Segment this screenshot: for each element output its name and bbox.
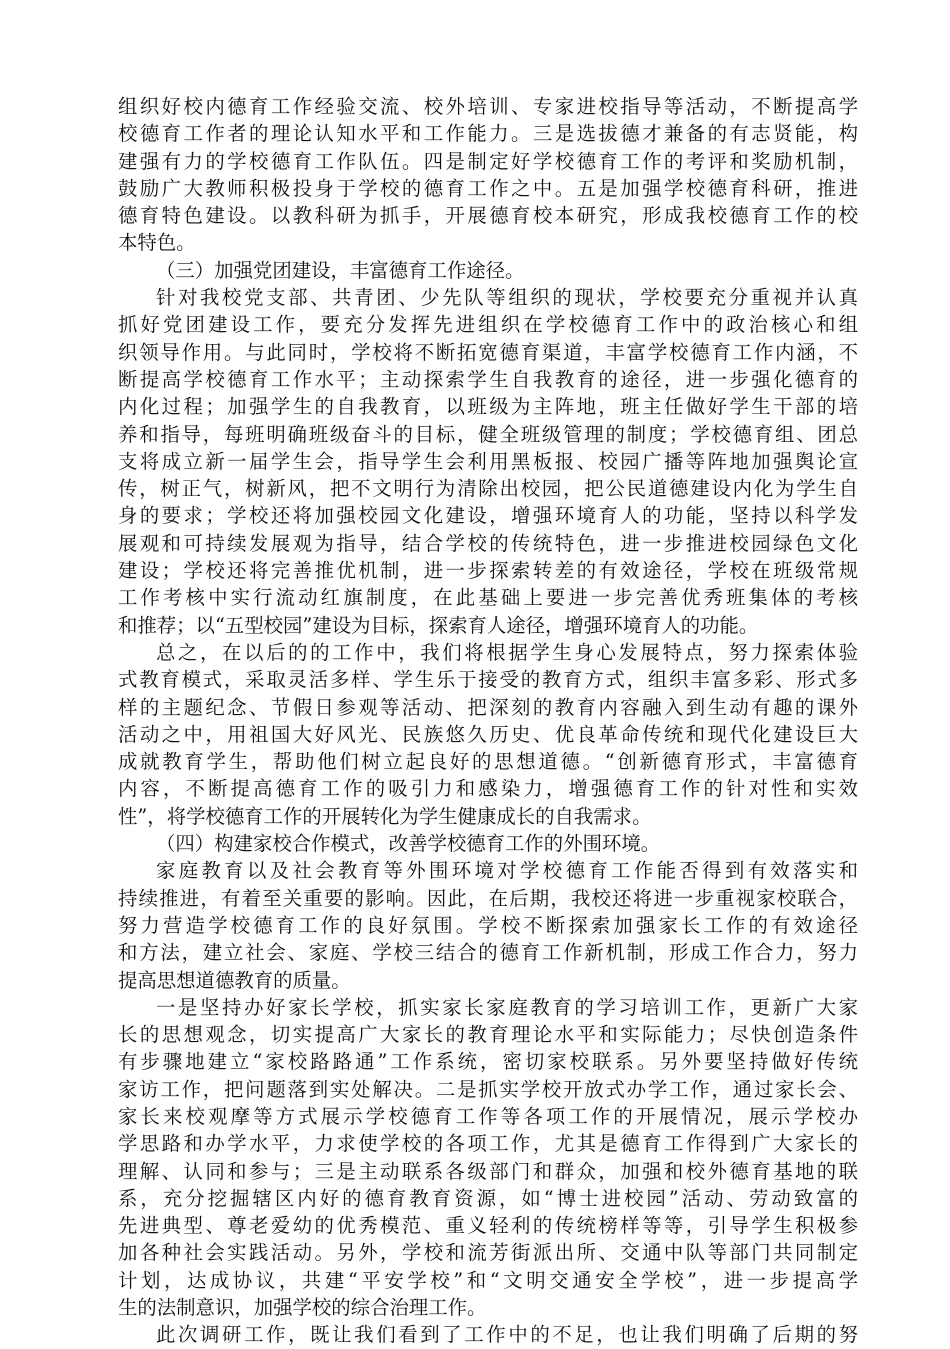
text-line: 总之，在以后的的工作中，我们将根据学生身心发展特点，努力探索体验 (156, 640, 858, 664)
text-line: 学思路和办学水平，力求使学校的各项工作，尤其是德育工作得到广大家长的 (118, 1132, 858, 1156)
text-line: 鼓励广大教师积极投身于学校的德育工作之中。五是加强学校德育科研，推进 (118, 176, 858, 200)
text-line: 本特色。 (118, 231, 196, 255)
text-line: 活动之中，用祖国大好风光、民族悠久历史、优良革命传统和现代化建设巨大 (118, 722, 858, 746)
document-body (118, 93, 858, 1349)
text-line: 针对我校党支部、共青团、少先队等组织的现状，学校要充分重视并认真 (156, 286, 858, 310)
text-line: 内化过程；加强学生的自我教育，以班级为主阵地，班主任做好学生干部的培 (118, 395, 858, 419)
text-line: 支将成立新一届学生会，指导学生会利用黑板报、校园广播等阵地加强舆论宣 (118, 449, 858, 473)
text-line: 计划，达成协议，共建“平安学校”和“文明交通安全学校”，进一步提高学 (118, 1268, 858, 1292)
text-line: 理解、认同和参与；三是主动联系各级部门和群众，加强和校外德育基地的联 (118, 1159, 858, 1183)
text-line: 组织好校内德育工作经验交流、校外培训、专家进校指导等活动，不断提高学 (118, 95, 858, 118)
text-line: 织领导作用。与此同时，学校将不断拓宽德育渠道，丰富学校德育工作内涵，不 (118, 340, 858, 364)
text-line: 式教育模式，采取灵活多样、学生乐于接受的教育方式，组织丰富多彩、形式多 (118, 668, 858, 692)
text-line: 和推荐；以“五型校园”建设为目标，探索育人途径，增强环境育人的功能。 (118, 613, 759, 637)
text-line: 长的思想观念，切实提高广大家长的教育理论水平和实际能力；尽快创造条件 (118, 1023, 858, 1047)
text-line: 内容，不断提高德育工作的吸引力和感染力，增强德育工作的针对性和实效 (118, 777, 858, 801)
text-line: 建强有力的学校德育工作队伍。四是制定好学校德育工作的考评和奖励机制， (118, 149, 858, 173)
text-line: 养和指导，每班明确班级奋斗的目标，健全班级管理的制度；学校德育组、团总 (118, 422, 858, 446)
text-line: 系，充分挖掘辖区内好的德育教育资源，如“博士进校园”活动、劳动致富的 (118, 1186, 858, 1210)
text-line: 断提高学校德育工作水平；主动探索学生自我教育的途径，进一步强化德育的 (118, 367, 858, 391)
text-line: 和方法，建立社会、家庭、学校三结合的德育工作新机制，形成工作合力，努力 (118, 941, 858, 965)
text-line: 努力营造学校德育工作的良好氛围。学校不断探索加强家长工作的有效途径 (118, 913, 858, 937)
text-line: 提高思想道德教育的质量。 (118, 968, 351, 992)
text-line: （三）加强党团建设，丰富德育工作途径。 (156, 258, 525, 282)
text-line: 校德育工作者的理论认知水平和工作能力。三是选拔德才兼备的有志贤能，构 (118, 122, 858, 146)
text-line: 持续推进，有着至关重要的影响。因此，在后期，我校还将进一步重视家校联合， (118, 886, 858, 910)
text-line: 加各种社会实践活动。另外，学校和流芳街派出所、交通中队等部门共同制定 (118, 1241, 858, 1265)
text-line: 此次调研工作，既让我们看到了工作中的不足，也让我们明确了后期的努 (156, 1323, 858, 1347)
text-line: 一是坚持办好家长学校，抓实家长家庭教育的学习培训工作，更新广大家 (156, 995, 858, 1019)
text-line: （四）构建家校合作模式，改善学校德育工作的外围环境。 (156, 832, 661, 856)
text-line: 家访工作，把问题落到实处解决。二是抓实学校开放式办学工作，通过家长会、 (118, 1077, 858, 1101)
text-line: 性”，将学校德育工作的开展转化为学生健康成长的自我需求。 (118, 804, 652, 828)
text-line: 建设；学校还将完善推优机制，进一步探索转差的有效途径，学校在班级常规 (118, 559, 858, 583)
text-line: 工作考核中实行流动红旗制度，在此基础上要进一步完善优秀班集体的考核 (118, 586, 858, 610)
text-line: 家庭教育以及社会教育等外围环境对学校德育工作能否得到有效落实和 (156, 859, 858, 883)
text-line: 身的要求；学校还将加强校园文化建设，增强环境育人的功能，坚持以科学发 (118, 504, 858, 528)
text-line: 成就教育学生，帮助他们树立起良好的思想道德。“创新德育形式，丰富德育 (118, 750, 858, 774)
text-line: 抓好党团建设工作，要充分发挥先进组织在学校德育工作中的政治核心和组 (118, 313, 858, 337)
text-line: 先进典型、尊老爱幼的优秀模范、重义轻利的传统榜样等等，引导学生积极参 (118, 1214, 858, 1238)
text-line: 展观和可持续发展观为指导，结合学校的传统特色，进一步推进校园绿色文化 (118, 531, 858, 555)
text-line: 家长来校观摩等方式展示学校德育工作等各项工作的开展情况，展示学校办 (118, 1104, 858, 1128)
text-line: 生的法制意识，加强学校的综合治理工作。 (118, 1296, 487, 1320)
text-line: 德育特色建设。以教科研为抓手，开展德育校本研究，形成我校德育工作的校 (118, 204, 858, 228)
text-line: 样的主题纪念、节假日参观等活动、把深刻的教育内容融入到生动有趣的课外 (118, 695, 858, 719)
text-line: 有步骤地建立“家校路路通”工作系统，密切家校联系。另外要坚持做好传统 (118, 1050, 858, 1074)
text-line: 传，树正气，树新风，把不文明行为清除出校园，把公民道德建设内化为学生自 (118, 477, 858, 501)
